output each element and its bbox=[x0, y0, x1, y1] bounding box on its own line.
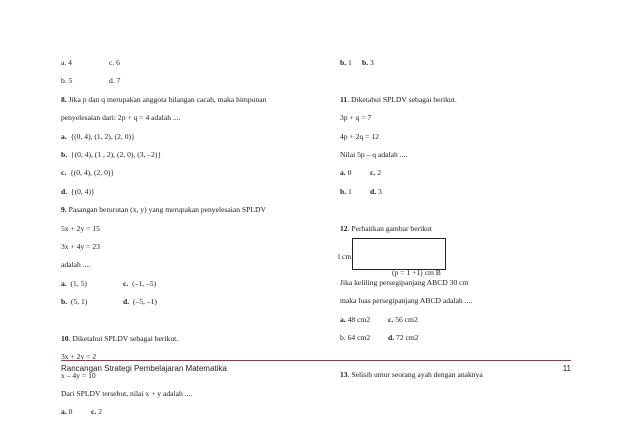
question-13-text: 13. Selisih umur seorang ayah dengan anaknya bbox=[340, 369, 483, 379]
spacer bbox=[340, 72, 580, 90]
option-b: b. (5, 1) bbox=[61, 297, 88, 307]
option-d: d. 72 cm2 bbox=[388, 333, 419, 343]
footer-title: Rancangan Strategi Pembelajaran Matematika bbox=[61, 364, 227, 373]
option-d: d. 7 bbox=[109, 76, 121, 86]
option-a: a. 0 bbox=[340, 168, 352, 178]
option-c: c. 2 bbox=[91, 407, 102, 417]
option-c: c. (–1, –5) bbox=[123, 278, 157, 288]
question-11-text: 11. Diketahui SPLDV sebagai berikut. bbox=[340, 94, 457, 104]
option-c: c. 56 cm2 bbox=[388, 314, 418, 324]
option-a: a. (1, 5) bbox=[61, 278, 87, 288]
question-9-text: 9. Pasangan berurutan (x, y) yang merupakan penyelesaian SPLDV bbox=[61, 205, 266, 215]
option-row bbox=[61, 403, 323, 421]
rectangle-figure bbox=[338, 238, 580, 277]
option-b: b. 64 cm2 bbox=[340, 333, 371, 343]
option-row bbox=[340, 311, 580, 329]
option-row bbox=[61, 275, 323, 293]
question-12-text-2: Jika keliling persegipanjang ABCD 30 cm bbox=[340, 277, 469, 287]
equation: x – 4y = 10 bbox=[61, 370, 96, 380]
option-b: b. 5 bbox=[61, 76, 73, 86]
spacer bbox=[61, 311, 323, 329]
option-b: b. 1 bbox=[340, 186, 352, 196]
option-row bbox=[61, 54, 323, 72]
option-row bbox=[340, 54, 580, 72]
question-9-tail: adalah .... bbox=[61, 260, 91, 270]
question-11-text-2: Nilai 5p – q adalah .... bbox=[340, 149, 408, 159]
option-b: b. 1 bbox=[340, 58, 352, 67]
option-c: c. 6 bbox=[109, 58, 120, 67]
equation: 3p + q = 7 bbox=[340, 113, 372, 123]
equation: 3x + 4y = 23 bbox=[61, 241, 100, 251]
question-8-text: 8. Jika p dan q merupakan anggota bilangan cacah, maka himpunan bbox=[61, 94, 267, 104]
question-8-option-d: d. {(0, 4)} bbox=[61, 186, 95, 196]
question-number: 8. bbox=[61, 94, 67, 104]
question-10-text: 10. Diketahui SPLDV sebagai berikut. bbox=[61, 333, 179, 343]
option-row bbox=[340, 183, 580, 201]
footer-rule bbox=[61, 360, 571, 361]
rectangle-shape bbox=[352, 238, 446, 270]
question-12-text-3: maka luas persegipanjang ABCD adalah .... bbox=[340, 296, 473, 306]
question-8-option-a: a. {(0, 4), (1, 2), (2, 0)} bbox=[61, 131, 135, 141]
question-8-option-b: b. {(0, 4), (1 , 2), (2, 0), (3, –2)} bbox=[61, 149, 162, 159]
option-c: c. 2 bbox=[370, 168, 381, 178]
spacer bbox=[340, 201, 580, 219]
equation: 4p + 2q = 12 bbox=[340, 131, 379, 141]
bottom-label: (p = 1 +1) cm B bbox=[392, 267, 441, 277]
spacer bbox=[340, 347, 580, 365]
option-a: a. 48 cm2 bbox=[340, 314, 371, 324]
option-a: a. 0 bbox=[61, 407, 73, 417]
question-10-text-2: Dari SPLDV tersebut, nilai x + y adalah .... bbox=[61, 389, 193, 399]
option-a: a. 4 bbox=[61, 58, 72, 67]
equation: 5x + 2y = 15 bbox=[61, 223, 100, 233]
right-column bbox=[340, 54, 580, 384]
option-row bbox=[61, 72, 323, 90]
option-row bbox=[340, 164, 580, 182]
question-8-text-2: penyelesaian dari: 2p + q = 4 adalah .... bbox=[61, 113, 181, 123]
option-d: d. 3 bbox=[370, 186, 382, 196]
option-d: d. (–5, –1) bbox=[123, 297, 157, 307]
option-row bbox=[340, 329, 580, 347]
equation: 3x + 2y = 2 bbox=[61, 352, 97, 362]
question-8-option-c: c. {(0, 4), (2, 0)} bbox=[61, 168, 115, 178]
option-b-2: b. 3 bbox=[362, 58, 374, 67]
side-label: l cm bbox=[338, 251, 352, 261]
question-12-text: 12. Perhatikan gambar berikut bbox=[340, 223, 432, 233]
page-number: 11 bbox=[562, 364, 571, 373]
option-row bbox=[61, 293, 323, 311]
